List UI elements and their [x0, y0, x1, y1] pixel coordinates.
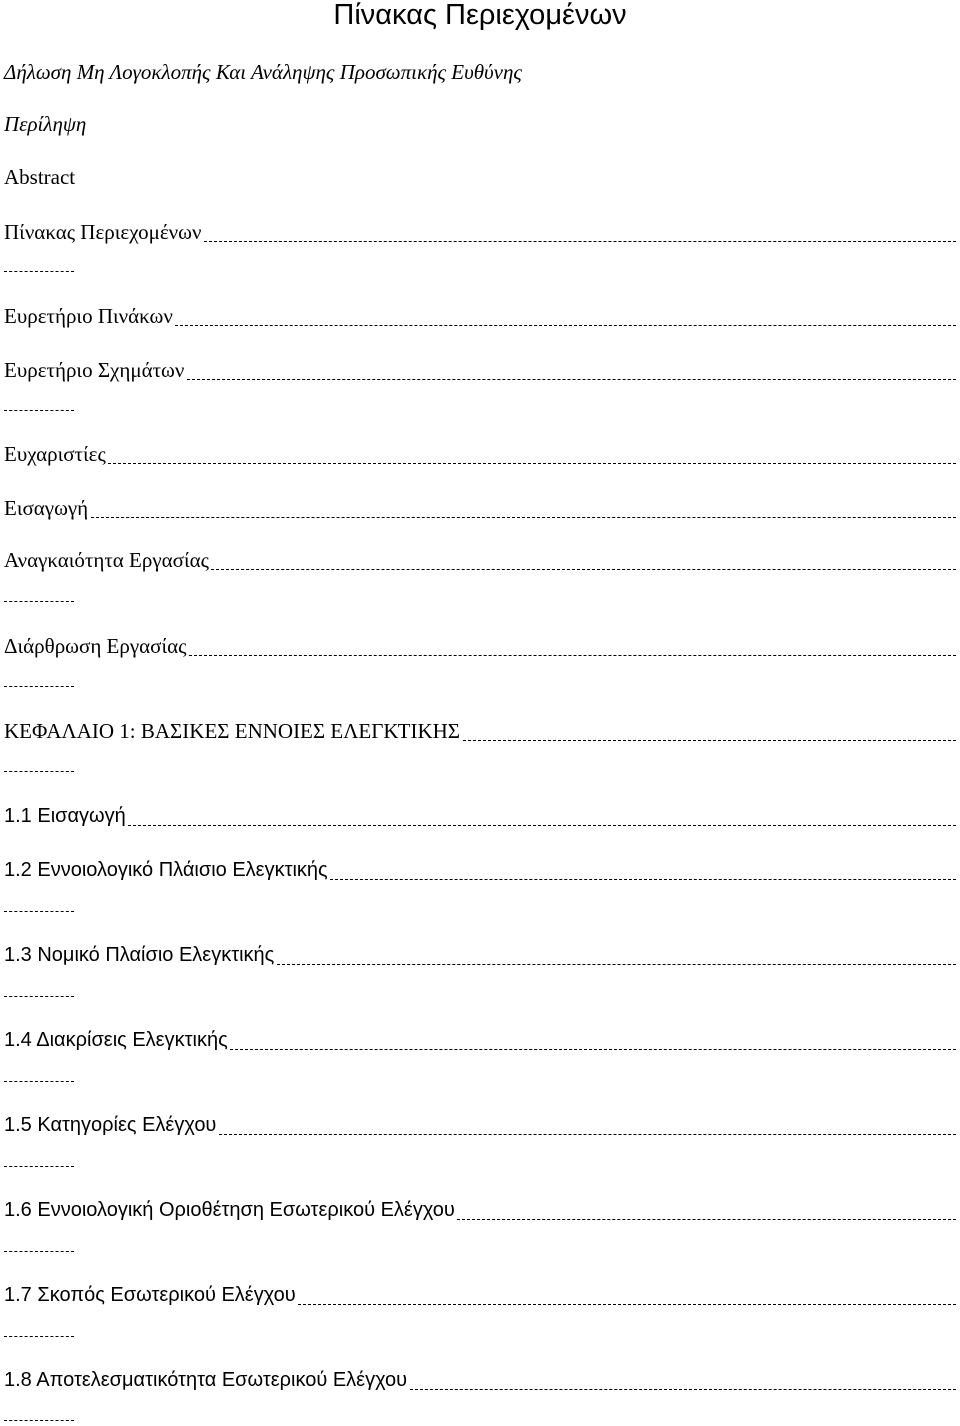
dot-leader: [277, 964, 956, 965]
toc-entry-section-1-1[interactable]: [4, 802, 956, 832]
toc-entry-label: Ευρετήριο Σχημάτων: [4, 358, 185, 382]
dot-leader-continuation: [4, 911, 74, 912]
toc-entry-section-1-5[interactable]: [4, 1111, 956, 1141]
toc-entry-label: 1.1 Εισαγωγή: [4, 805, 126, 827]
toc-entry-label: 1.5 Κατηγορίες Ελέγχου: [4, 1114, 217, 1136]
dot-leader: [211, 569, 956, 570]
toc-entry-label: Αναγκαιότητα Εργασίας: [4, 548, 209, 572]
dot-leader-continuation: [4, 996, 74, 997]
toc-entry-label: 1.2 Εννοιολογικό Πλάισιο Ελεγκτικής: [4, 859, 328, 881]
toc-entry-label: Abstract: [4, 165, 76, 189]
toc-entry-label: Εισαγωγή: [4, 496, 89, 520]
dot-leader-continuation: [4, 410, 74, 411]
toc-entry-necessity[interactable]: [4, 546, 956, 576]
toc-entry-label: Περίληψη: [4, 112, 87, 136]
dot-leader-continuation: [4, 1336, 74, 1337]
dot-leader: [457, 1219, 956, 1220]
toc-entry-introduction[interactable]: [4, 494, 956, 524]
toc-entry-label: Διάρθρωση Εργασίας: [4, 634, 187, 658]
dot-leader-continuation: [4, 1251, 74, 1252]
dot-leader: [463, 740, 956, 741]
toc-entry-label: Ευχαριστίες: [4, 442, 106, 466]
dot-leader-continuation: [4, 771, 74, 772]
dot-leader-continuation: [4, 1166, 74, 1167]
toc-entry-structure[interactable]: [4, 632, 956, 662]
toc-entry-section-1-2[interactable]: [4, 856, 956, 886]
toc-entry-plagiarism-declaration[interactable]: [4, 58, 954, 88]
toc-entry-label: 1.6 Εννοιολογική Οριοθέτηση Εσωτερικού Ελέγχου: [4, 1199, 455, 1221]
toc-entry-table-of-contents[interactable]: [4, 218, 956, 248]
dot-leader: [175, 325, 956, 326]
page-title: Πίνακας Περιεχομένων: [333, 0, 627, 31]
dot-leader: [189, 655, 956, 656]
dot-leader-continuation: [4, 686, 74, 687]
toc-entry-section-1-7[interactable]: [4, 1281, 956, 1311]
toc-entry-chapter-1[interactable]: [4, 717, 956, 747]
dot-leader: [298, 1304, 956, 1305]
dot-leader: [330, 879, 956, 880]
toc-entry-label: 1.7 Σκοπός Εσωτερικού Ελέγχου: [4, 1284, 296, 1306]
toc-entry-tables-index[interactable]: [4, 302, 956, 332]
dot-leader: [219, 1134, 956, 1135]
dot-leader: [91, 517, 956, 518]
dot-leader: [410, 1389, 956, 1390]
dot-leader: [108, 463, 956, 464]
dot-leader: [204, 241, 956, 242]
toc-entry-label: 1.4 Διακρίσεις Ελεγκτικής: [4, 1029, 228, 1051]
dot-leader-continuation: [4, 1081, 74, 1082]
dot-leader-continuation: [4, 601, 74, 602]
dot-leader: [187, 379, 956, 380]
toc-entry-section-1-6[interactable]: [4, 1196, 956, 1226]
toc-entry-label: Δήλωση Μη Λογοκλοπής Και Ανάληψης Προσωπικής Ευθύνης: [4, 60, 522, 84]
toc-entry-section-1-8[interactable]: [4, 1366, 956, 1396]
toc-entry-abstract[interactable]: [4, 163, 954, 193]
toc-entry-summary[interactable]: [4, 110, 954, 140]
dot-leader-continuation: [4, 1420, 74, 1421]
toc-entry-label: 1.8 Αποτελεσματικότητα Εσωτερικού Ελέγχου: [4, 1369, 408, 1391]
toc-entry-label: 1.3 Νομικό Πλαίσιο Ελεγκτικής: [4, 944, 275, 966]
toc-entry-figures-index[interactable]: [4, 356, 956, 386]
toc-entry-section-1-4[interactable]: [4, 1026, 956, 1056]
toc-entry-label: Ευρετήριο Πινάκων: [4, 304, 173, 328]
toc-entry-label: Πίνακας Περιεχομένων: [4, 220, 202, 244]
dot-leader-continuation: [4, 271, 74, 272]
toc-entry-acknowledgements[interactable]: [4, 440, 956, 470]
dot-leader: [230, 1049, 956, 1050]
dot-leader: [128, 825, 956, 826]
toc-entry-section-1-3[interactable]: [4, 941, 956, 971]
toc-entry-label: ΚΕΦΑΛΑΙΟ 1: ΒΑΣΙΚΕΣ ΕΝΝΟΙΕΣ ΕΛΕΓΚΤΙΚΗΣ: [4, 719, 461, 743]
